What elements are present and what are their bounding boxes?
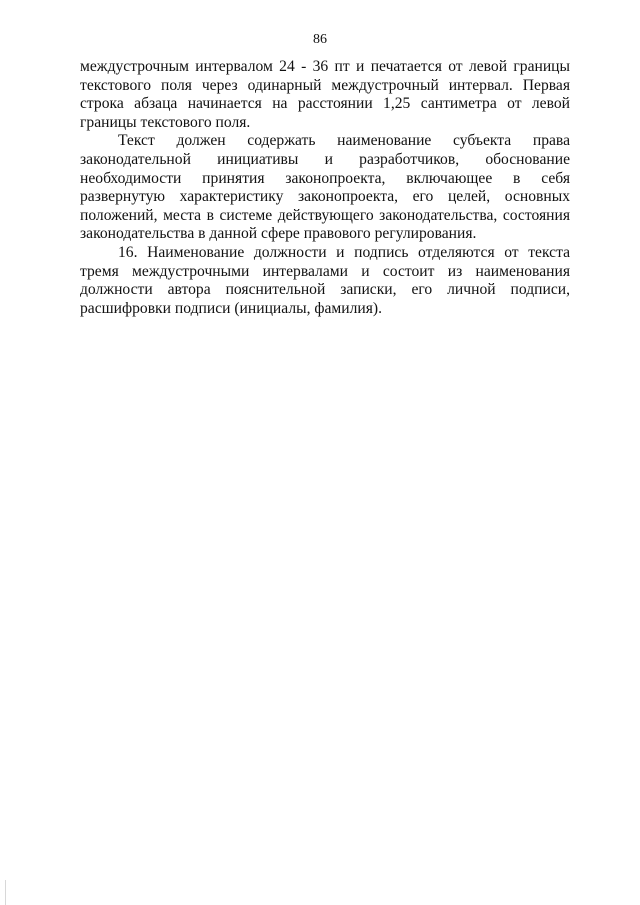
- scan-edge-mark: [5, 880, 6, 905]
- paragraph-signature-rules: 16. Наименование должности и подпись отделяются от текста тремя междустрочными интервалами и состоит из наименования должности автора пояснительной записки, его личной подписи, расшифровки подписи (инициалы, фамилия).: [80, 243, 570, 317]
- paragraph-continuation: междустрочным интервалом 24 - 36 пт и печатается от левой границы текстового поля через одинарный междустрочный интервал. Первая строка абзаца начинается на расстоянии 1,25 сантиметра от левой границы текстового поля.: [80, 58, 570, 131]
- page-number: 86: [313, 32, 327, 47]
- document-body: [80, 58, 570, 318]
- paragraph-explanatory-note-text: Текст должен содержать наименование субъекта права законодательной инициативы и разработчиков, обоснование необходимости принятия законопроекта, включающее в себя развернутую характеристику законопроекта, его целей, основных положений, места в системе действующего законодательства, состояния законодательства в данной сфере правового регулирования.: [80, 132, 570, 243]
